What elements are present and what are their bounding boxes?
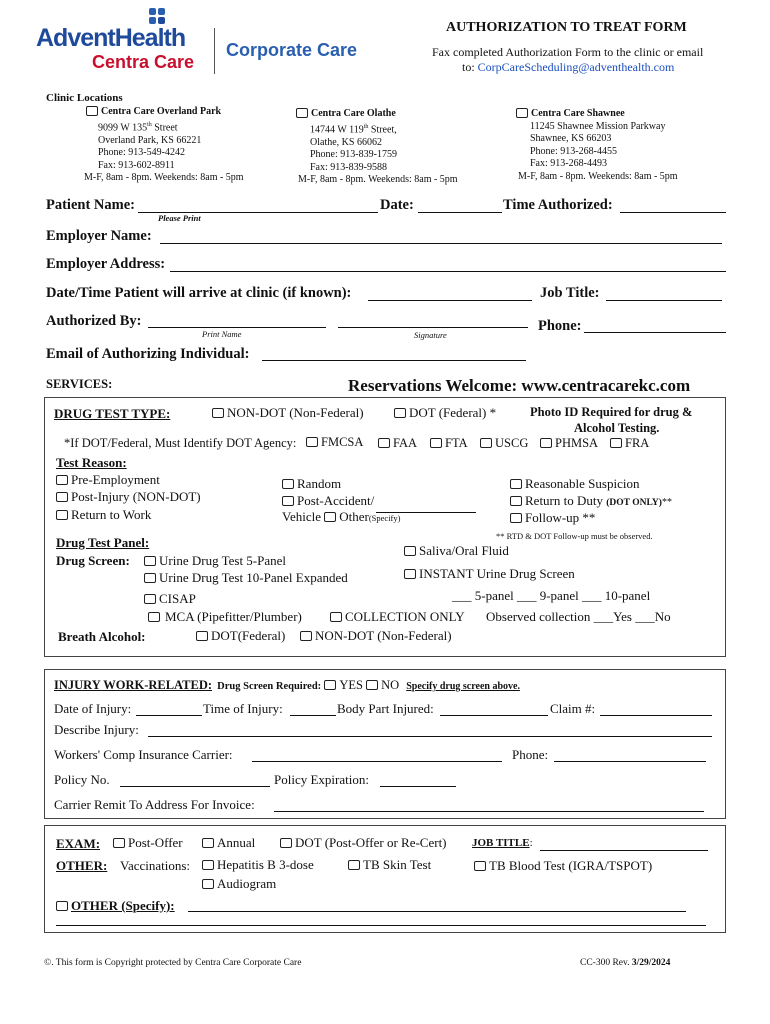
carrier-label: Workers' Comp Insurance Carrier: bbox=[54, 747, 233, 762]
clinic-address-sup: th bbox=[363, 123, 369, 130]
agency-label: PHMSA bbox=[555, 436, 599, 450]
employer-address-field[interactable] bbox=[170, 271, 726, 272]
advent-health-wordmark: AdventHealth bbox=[36, 24, 186, 52]
clinic-hours: M-F, 8am - 8pm. Weekends: 8am - 5pm bbox=[518, 170, 678, 182]
revision-note bbox=[580, 958, 670, 968]
job-title-text: JOB TITLE bbox=[472, 837, 530, 849]
injury-label: INJURY WORK-RELATED: bbox=[54, 678, 213, 692]
collection-only-option[interactable] bbox=[330, 609, 465, 625]
agency-uscg[interactable] bbox=[480, 436, 528, 451]
authorized-by-label: Authorized By: bbox=[46, 313, 142, 329]
clinic-city: Shawnee, KS 66203 bbox=[530, 133, 612, 145]
checkbox[interactable] bbox=[324, 680, 336, 690]
other-specify-field[interactable] bbox=[188, 911, 686, 912]
checkbox[interactable] bbox=[212, 408, 224, 418]
clinic-hours: M-F, 8am - 8pm. Weekends: 8am - 5pm bbox=[298, 174, 458, 186]
checkbox[interactable] bbox=[610, 438, 622, 448]
time-authorized-label: Time Authorized: bbox=[503, 197, 613, 213]
photo-id-note-2: Alcohol Testing. bbox=[574, 421, 660, 435]
policy-no-field[interactable] bbox=[120, 786, 270, 787]
checkbox[interactable] bbox=[510, 479, 522, 489]
agency-note: *If DOT/Federal, Must Identify DOT Agency: bbox=[64, 436, 297, 450]
checkbox[interactable] bbox=[202, 879, 214, 889]
drug-screen-label: Drug Screen: bbox=[56, 553, 130, 568]
checkbox[interactable] bbox=[330, 612, 342, 622]
checkbox[interactable] bbox=[306, 437, 318, 447]
vehicle-label: Vehicle bbox=[282, 509, 321, 524]
corporate-care-wordmark: Corporate Care bbox=[226, 40, 358, 60]
agency-faa[interactable] bbox=[378, 436, 417, 451]
other-specify-field-2[interactable] bbox=[56, 925, 706, 926]
arrival-label: Date/Time Patient will arrive at clinic (if known): bbox=[46, 285, 352, 301]
checkbox[interactable] bbox=[202, 838, 214, 848]
mca-option[interactable] bbox=[148, 609, 302, 625]
agency-label: USCG bbox=[495, 436, 529, 450]
clinic-shawnee bbox=[516, 108, 678, 184]
breath-dot-option[interactable] bbox=[196, 628, 285, 644]
specify-drug-screen-note: Specify drug screen above. bbox=[406, 681, 520, 692]
claim-field[interactable] bbox=[600, 715, 712, 716]
post-injury-option[interactable] bbox=[56, 489, 201, 505]
clinic-fax: Fax: 913-602-8911 bbox=[98, 159, 175, 171]
option-label: COLLECTION ONLY bbox=[345, 609, 465, 624]
job-title-field[interactable] bbox=[606, 300, 722, 301]
exam-job-title-field[interactable] bbox=[540, 850, 708, 851]
body-part-label: Body Part Injured: bbox=[337, 701, 434, 716]
checkbox[interactable] bbox=[404, 546, 416, 556]
no-label: NO bbox=[381, 678, 400, 692]
rev-date: 3/29/2024 bbox=[631, 958, 671, 968]
form-title: AUTHORIZATION TO TREAT FORM bbox=[446, 20, 687, 35]
tb-blood-option[interactable] bbox=[474, 858, 652, 874]
specify-hint: (Specify) bbox=[368, 513, 401, 523]
dot-option[interactable] bbox=[394, 405, 496, 421]
print-name-field[interactable] bbox=[148, 327, 326, 328]
clinic-address: 14744 W 119 bbox=[310, 123, 364, 135]
return-to-work-option[interactable] bbox=[56, 507, 151, 523]
instant-urine-option[interactable] bbox=[404, 566, 575, 582]
clinic-checkbox[interactable] bbox=[296, 108, 308, 118]
checkbox[interactable] bbox=[480, 438, 492, 448]
phone-label: Phone: bbox=[538, 318, 582, 334]
reasonable-suspicion-option[interactable] bbox=[510, 476, 639, 492]
clinic-overland-park bbox=[86, 106, 244, 185]
option-label: Reasonable Suspicion bbox=[525, 476, 640, 491]
option-label: INSTANT Urine Drug Screen bbox=[419, 566, 575, 581]
checkbox[interactable] bbox=[196, 631, 208, 641]
other-checkbox[interactable] bbox=[324, 512, 336, 522]
checkbox[interactable] bbox=[282, 479, 294, 489]
option-label: Post-Accident/ bbox=[297, 493, 375, 508]
exam-label: EXAM: bbox=[56, 836, 101, 851]
other-label: Other bbox=[339, 509, 369, 524]
clinic-name: Centra Care Overland Park bbox=[101, 106, 222, 117]
non-dot-label: NON-DOT (Non-Federal) bbox=[227, 405, 364, 420]
clinic-phone: Phone: 913-549-4242 bbox=[98, 147, 185, 159]
date-of-injury-label: Date of Injury: bbox=[54, 701, 132, 716]
photo-id-note-1: Photo ID Required for drug & bbox=[530, 405, 693, 419]
email-line bbox=[462, 60, 674, 75]
clinic-checkbox[interactable] bbox=[86, 106, 98, 116]
checkbox[interactable] bbox=[148, 612, 160, 622]
logo-divider bbox=[214, 28, 215, 74]
dot-only-mark: ** bbox=[661, 497, 672, 508]
tb-skin-option[interactable] bbox=[348, 857, 431, 873]
option-label: Return to Duty bbox=[525, 493, 603, 508]
drug-test-type-label: DRUG TEST TYPE: bbox=[54, 406, 171, 421]
option-label: TB Skin Test bbox=[363, 857, 432, 872]
clinic-phone: Phone: 913-839-1759 bbox=[310, 149, 397, 161]
reservations-banner: Reservations Welcome: www.centracarekc.com bbox=[348, 376, 691, 395]
urine-5-panel-option[interactable] bbox=[144, 553, 286, 569]
exam-job-title-label bbox=[472, 837, 533, 849]
clinic-hours: M-F, 8am - 8pm. Weekends: 8am - 5pm bbox=[84, 172, 244, 184]
fax-instruction: Fax completed Authorization Form to the clinic or email bbox=[432, 45, 704, 59]
clinic-locations-heading: Clinic Locations bbox=[46, 92, 123, 104]
checkbox[interactable] bbox=[430, 438, 442, 448]
describe-injury-label: Describe Injury: bbox=[54, 722, 139, 737]
carrier-phone-field[interactable] bbox=[554, 761, 706, 762]
policy-no-label: Policy No. bbox=[54, 772, 110, 787]
remit-address-label: Carrier Remit To Address For Invoice: bbox=[54, 797, 255, 812]
drug-screen-required-label: Drug Screen Required: bbox=[217, 681, 322, 692]
pre-employment-option[interactable] bbox=[56, 472, 160, 488]
time-of-injury-field[interactable] bbox=[290, 715, 336, 716]
remit-address-field[interactable] bbox=[274, 811, 704, 812]
checkbox[interactable] bbox=[394, 408, 406, 418]
carrier-field[interactable] bbox=[252, 761, 502, 762]
clinic-address-sup: th bbox=[147, 121, 152, 128]
checkbox[interactable] bbox=[113, 838, 125, 848]
checkbox[interactable] bbox=[540, 438, 552, 448]
dot-only-note: (DOT ONLY) bbox=[606, 498, 662, 508]
option-label: Post-Offer bbox=[128, 835, 183, 850]
clinic-fax: Fax: 913-839-9588 bbox=[310, 161, 387, 173]
clinic-address: 9099 W 135 bbox=[98, 121, 148, 133]
job-title-colon: : bbox=[529, 837, 533, 849]
random-option[interactable] bbox=[282, 476, 341, 492]
clinic-address: 11245 Shawnee Mission Parkway bbox=[530, 120, 666, 132]
vaccinations-label: Vaccinations: bbox=[120, 858, 191, 873]
date-field[interactable] bbox=[418, 212, 502, 213]
policy-expiration-field[interactable] bbox=[380, 786, 456, 787]
phone-field[interactable] bbox=[584, 332, 726, 333]
time-of-injury-label: Time of Injury: bbox=[203, 701, 283, 716]
option-label: Audiogram bbox=[217, 876, 277, 891]
signature-field[interactable] bbox=[338, 327, 528, 328]
clinic-address-suffix: Street, bbox=[368, 123, 397, 135]
option-label: Random bbox=[297, 476, 342, 491]
agency-fta[interactable] bbox=[430, 436, 468, 451]
email-authorizing-label: Email of Authorizing Individual: bbox=[46, 346, 250, 362]
email-link[interactable]: CorpCareScheduling@adventhealth.com bbox=[477, 60, 675, 74]
option-label: TB Blood Test (IGRA/TSPOT) bbox=[489, 858, 653, 873]
breath-non-dot-option[interactable] bbox=[300, 628, 452, 644]
checkbox[interactable] bbox=[56, 475, 68, 485]
checkbox[interactable] bbox=[510, 513, 522, 523]
cisap-option[interactable] bbox=[144, 591, 196, 607]
exam-post-offer-option[interactable] bbox=[113, 835, 183, 851]
checkbox[interactable] bbox=[144, 594, 156, 604]
checkbox[interactable] bbox=[56, 510, 68, 520]
clinic-checkbox[interactable] bbox=[516, 108, 528, 118]
checkbox[interactable] bbox=[474, 861, 486, 871]
option-label: Return to Work bbox=[71, 507, 152, 522]
clinic-name: Centra Care Olathe bbox=[311, 108, 396, 119]
email-authorizing-field[interactable] bbox=[262, 360, 526, 361]
time-authorized-field[interactable] bbox=[620, 212, 726, 213]
body-part-field[interactable] bbox=[440, 715, 548, 716]
agency-label: FMCSA bbox=[321, 435, 364, 449]
injury-row-header bbox=[54, 678, 520, 693]
policy-expiration-label: Policy Expiration: bbox=[274, 772, 369, 787]
option-label: CISAP bbox=[159, 591, 196, 606]
checkbox[interactable] bbox=[202, 860, 214, 870]
checkbox[interactable] bbox=[348, 860, 360, 870]
clinic-city: Olathe, KS 66062 bbox=[310, 136, 382, 148]
checkbox[interactable] bbox=[56, 901, 68, 911]
option-label: Hepatitis B 3-dose bbox=[217, 857, 314, 872]
checkbox[interactable] bbox=[366, 680, 378, 690]
other-label: OTHER: bbox=[56, 858, 108, 873]
employer-name-label: Employer Name: bbox=[46, 228, 152, 244]
claim-label: Claim #: bbox=[550, 701, 596, 716]
instant-panels[interactable]: ___ 5-panel ___ 9-panel ___ 10-panel bbox=[452, 588, 651, 603]
print-name-hint: Print Name bbox=[202, 329, 242, 339]
copyright-note: ©. This form is Copyright protected by Centra Care Corporate Care bbox=[44, 958, 302, 968]
checkbox[interactable] bbox=[282, 496, 294, 506]
rev-label: CC-300 Rev. bbox=[580, 958, 632, 968]
clinic-olathe bbox=[296, 108, 458, 187]
non-dot-option[interactable] bbox=[212, 405, 364, 421]
option-label: OTHER (Specify): bbox=[71, 898, 175, 913]
arrival-field[interactable] bbox=[368, 300, 532, 301]
clinic-address-suffix: Street bbox=[151, 121, 178, 133]
checkbox[interactable] bbox=[510, 496, 522, 506]
breath-alcohol-label: Breath Alcohol: bbox=[58, 629, 146, 644]
observed-collection[interactable]: Observed collection ___Yes ___No bbox=[486, 609, 671, 624]
agency-phmsa[interactable] bbox=[540, 436, 598, 451]
services-label: SERVICES: bbox=[46, 377, 113, 391]
rtd-note: ** RTD & DOT Follow-up must be observed. bbox=[496, 531, 653, 541]
option-label: NON-DOT (Non-Federal) bbox=[315, 628, 452, 643]
option-label: Pre-Employment bbox=[71, 472, 160, 487]
injury-no-option[interactable] bbox=[366, 678, 399, 692]
option-label: DOT (Post-Offer or Re-Cert) bbox=[295, 835, 447, 850]
checkbox[interactable] bbox=[300, 631, 312, 641]
other-specify-option[interactable] bbox=[56, 898, 175, 914]
exam-dot-option[interactable] bbox=[280, 835, 447, 851]
signature-hint: Signature bbox=[414, 330, 447, 340]
urine-10-panel-option[interactable] bbox=[144, 570, 348, 586]
dot-label: DOT (Federal) * bbox=[409, 405, 497, 420]
patient-name-label: Patient Name: bbox=[46, 197, 135, 213]
checkbox[interactable] bbox=[378, 438, 390, 448]
hep-b-option[interactable] bbox=[202, 857, 314, 873]
logo bbox=[36, 6, 366, 78]
centra-care-wordmark: Centra Care bbox=[92, 52, 195, 72]
date-of-injury-field[interactable] bbox=[136, 715, 202, 716]
checkbox[interactable] bbox=[144, 573, 156, 583]
post-accident-option[interactable] bbox=[282, 493, 374, 509]
option-label: Follow-up ** bbox=[525, 510, 596, 525]
job-title-label: Job Title: bbox=[540, 285, 600, 301]
email-prefix: to: bbox=[462, 60, 478, 74]
other-reason-field[interactable] bbox=[376, 512, 476, 513]
date-label: Date: bbox=[380, 197, 414, 213]
clinic-city: Overland Park, KS 66221 bbox=[98, 134, 202, 146]
saliva-option[interactable] bbox=[404, 543, 509, 559]
agency-fra[interactable] bbox=[610, 436, 649, 451]
clinic-fax: Fax: 913-268-4493 bbox=[530, 158, 607, 170]
option-label: Annual bbox=[217, 835, 256, 850]
carrier-phone-label: Phone: bbox=[512, 747, 549, 762]
agency-label: FRA bbox=[625, 436, 650, 450]
option-label: Saliva/Oral Fluid bbox=[419, 543, 509, 558]
return-to-duty-option[interactable] bbox=[510, 493, 672, 509]
clinic-phone: Phone: 913-268-4455 bbox=[530, 145, 617, 157]
test-reason-label: Test Reason: bbox=[56, 455, 127, 470]
option-label: Post-Injury (NON-DOT) bbox=[71, 489, 201, 504]
clinic-name: Centra Care Shawnee bbox=[531, 108, 625, 119]
agency-label: FTA bbox=[445, 436, 468, 450]
exam-annual-option[interactable] bbox=[202, 835, 255, 851]
option-label: Urine Drug Test 5-Panel bbox=[159, 553, 287, 568]
checkbox[interactable] bbox=[404, 569, 416, 579]
checkbox[interactable] bbox=[144, 556, 156, 566]
follow-up-option[interactable] bbox=[510, 510, 595, 526]
describe-injury-field[interactable] bbox=[148, 736, 712, 737]
checkbox[interactable] bbox=[56, 492, 68, 502]
checkbox[interactable] bbox=[280, 838, 292, 848]
agency-fmcsa[interactable] bbox=[306, 435, 363, 450]
audiogram-option[interactable] bbox=[202, 876, 276, 892]
injury-yes-option[interactable] bbox=[324, 678, 363, 692]
employer-address-label: Employer Address: bbox=[46, 256, 166, 272]
option-label: MCA (Pipefitter/Plumber) bbox=[165, 609, 302, 624]
option-label: DOT(Federal) bbox=[211, 628, 286, 643]
drug-test-panel-label: Drug Test Panel: bbox=[56, 535, 150, 550]
yes-label: YES bbox=[339, 678, 363, 692]
employer-name-field[interactable] bbox=[160, 243, 722, 244]
agency-label: FAA bbox=[393, 436, 418, 450]
print-hint: Please Print bbox=[158, 213, 201, 223]
option-label: Urine Drug Test 10-Panel Expanded bbox=[159, 570, 348, 585]
